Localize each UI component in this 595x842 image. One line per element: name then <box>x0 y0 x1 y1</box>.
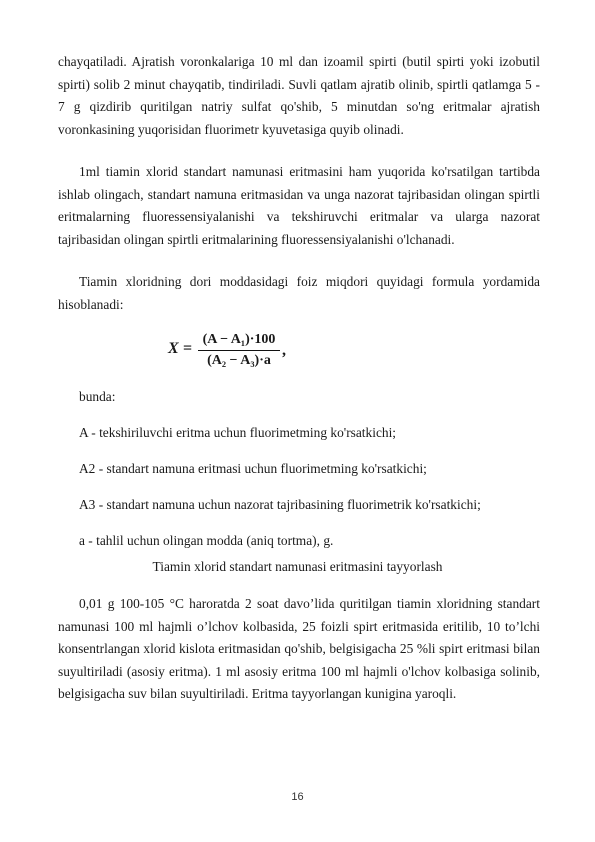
legend-intro: bunda: <box>79 389 116 404</box>
paragraph-preparation <box>58 593 540 706</box>
formula-fraction <box>198 331 280 370</box>
paragraph-text: 1ml tiamin xlorid standart namunasi eritmasini ham yuqorida ko'rsatilgan tartibda ishlab olingach, standart namuna eritmasidan va unga nazorat tajribasidan olingan spirtli eritmalarning fluoressensiyalanishi va tekshiruvchi eritmalar va ularga nazorat tajribasidan olingan spirtli eritmalarining fluoressensiyalanishi o'lchanadi. <box>58 164 540 247</box>
page-number: 16 <box>291 791 304 803</box>
formula-equals: = <box>183 340 193 357</box>
formula-lhs: X <box>168 340 179 357</box>
formula-denominator: (A₂ − A₃)·a <box>207 353 271 368</box>
fraction-bar <box>198 350 280 351</box>
percent-formula <box>168 331 308 371</box>
legend-item-mass: a - tahlil uchun olingan modda (aniq tortma), g. <box>79 533 334 548</box>
legend-item-a3: A3 - standart namuna uchun nazorat tajribasining fluorimetrik ko'rsatkichi; <box>79 497 481 512</box>
paragraph-text: chayqatiladi. Ajratish voronkalariga 10 ml dan izoamil spirti (butil spirti yoki izobutil spirti) solib 2 minut chayqatib, tindiriladi. Suvli qatlam ajratib olinib, spirtli qatlamga 5 - 7 g qizdirib quritilgan natriy sulfat qo'shib, 5 minutdan so'ng eritmalar ajratish voronkasining yuqorisidan fluorimetr kyuvetasiga quyib olinadi. <box>58 54 540 137</box>
paragraph-formula-intro <box>58 271 540 316</box>
paragraph-standard-sample <box>58 161 540 251</box>
formula-trailing-comma: , <box>282 342 286 359</box>
paragraph-extraction <box>58 51 540 141</box>
paragraph-text: Tiamin xloridning dori moddasidagi foiz miqdori quyidagi formula yordamida hisoblanadi: <box>58 274 540 312</box>
legend-item-a2: A2 - standart namuna eritmasi uchun fluorimetming ko'rsatkichi; <box>79 461 427 476</box>
paragraph-text: 0,01 g 100-105 °C haroratda 2 soat davo’lida quritilgan tiamin xloridning standart namunasi 100 ml hajmli o’lchov kolbasida, 25 foizli spirt eritmasida eritilib, 10 to’lchi konsentrlangan xlorid kislota eritmasidan qo'shib, belgisigacha 25 %li spirt eritmasi bilan suyultiriladi (asosiy eritma). 1 ml asosiy eritma 100 ml hajmli o'lchov kolbasiga solinib, belgisigacha suv bilan suyultiriladi. Eritma tayyorlangan kunigina yaroqli. <box>58 596 540 702</box>
formula-numerator: (A − A₁)·100 <box>202 332 276 347</box>
legend-item-a: A - tekshiriluvchi eritma uchun fluorimetming ko'rsatkichi; <box>79 425 397 440</box>
section-heading: Tiamin xlorid standart namunasi eritmasini tayyorlash <box>152 559 443 574</box>
